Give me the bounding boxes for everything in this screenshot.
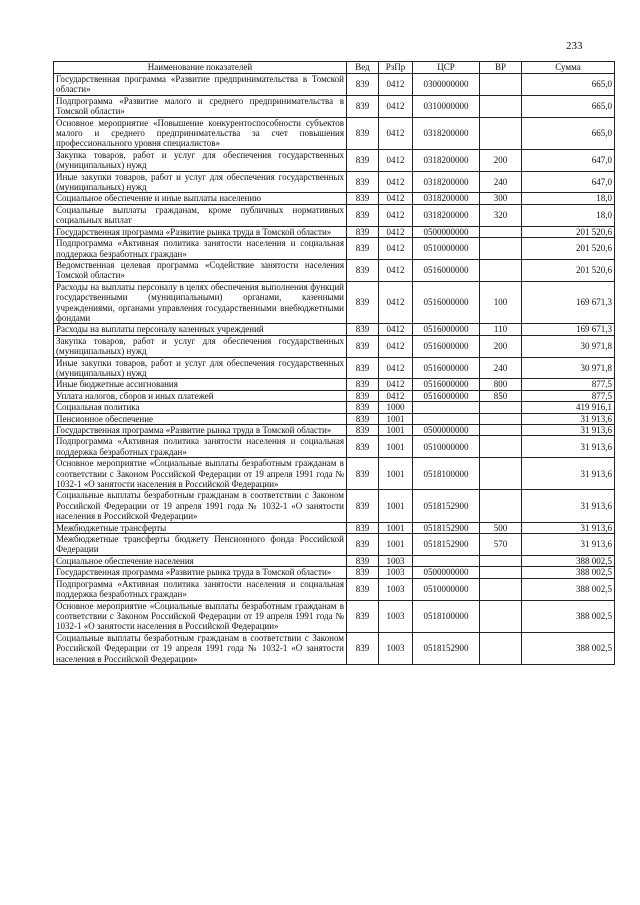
cell-name: Основное мероприятие «Социальные выплаты безработным гражданам в соответствии с Законом Российской Федерации от 19 апреля 1991 года № 1032-1 «О занятости населения в Российской Федерации»	[54, 600, 347, 632]
cell-sum: 388 002,5	[522, 555, 615, 566]
cell-ved: 839	[347, 117, 379, 149]
table-row	[54, 357, 615, 379]
cell-ved: 839	[347, 402, 379, 413]
cell-name: Государственная программа «Развитие предпринимательства в Томской области»	[54, 74, 347, 96]
cell-rzpr: 0412	[379, 117, 413, 149]
table-row	[54, 567, 615, 578]
table-row	[54, 578, 615, 600]
cell-sum: 388 002,5	[522, 567, 615, 578]
cell-rzpr: 1001	[379, 436, 413, 458]
cell-rzpr: 1000	[379, 402, 413, 413]
cell-csr: 0310000000	[413, 95, 480, 117]
cell-ved: 839	[347, 522, 379, 533]
cell-name: Подпрограмма «Развитие малого и среднего предпринимательства в Томской области»	[54, 95, 347, 117]
cell-csr	[413, 402, 480, 413]
cell-rzpr: 0412	[379, 74, 413, 96]
cell-ved: 839	[347, 490, 379, 522]
cell-ved: 839	[347, 95, 379, 117]
cell-sum: 665,0	[522, 117, 615, 149]
cell-name: Расходы на выплаты персоналу казенных учреждений	[54, 324, 347, 335]
cell-rzpr: 0412	[379, 193, 413, 204]
cell-csr: 0318200000	[413, 149, 480, 171]
cell-vr	[480, 490, 522, 522]
cell-vr: 200	[480, 335, 522, 357]
cell-sum: 31 913,6	[522, 534, 615, 556]
cell-name: Социальные выплаты безработным гражданам в соответствии с Законом Российской Федерации от 19 апреля 1991 года № 1032-1 «О занятости населения в Российской Федерации»	[54, 490, 347, 522]
header-csr: ЦСР	[413, 62, 480, 74]
cell-sum: 388 002,5	[522, 600, 615, 632]
cell-csr: 0518152900	[413, 522, 480, 533]
table-row	[54, 95, 615, 117]
table-row	[54, 226, 615, 237]
cell-name: Государственная программа «Развитие рынка труда в Томской области»	[54, 226, 347, 237]
cell-name: Подпрограмма «Активная политика занятости населения и социальная поддержка безработных граждан»	[54, 238, 347, 260]
cell-sum: 31 913,6	[522, 425, 615, 436]
cell-ved: 839	[347, 335, 379, 357]
table-row	[54, 171, 615, 193]
table-row	[54, 555, 615, 566]
cell-ved: 839	[347, 458, 379, 490]
table-row	[54, 117, 615, 149]
cell-vr	[480, 117, 522, 149]
cell-vr	[480, 238, 522, 260]
header-name: Наименование показателей	[54, 62, 347, 74]
cell-rzpr: 0412	[379, 149, 413, 171]
table-row	[54, 149, 615, 171]
cell-sum: 30 971,8	[522, 357, 615, 379]
cell-vr: 300	[480, 193, 522, 204]
cell-sum: 419 916,1	[522, 402, 615, 413]
cell-vr	[480, 555, 522, 566]
cell-rzpr: 1001	[379, 522, 413, 533]
cell-sum: 665,0	[522, 74, 615, 96]
cell-name: Подпрограмма «Активная политика занятости населения и социальная поддержка безработных граждан»	[54, 578, 347, 600]
cell-csr: 0516000000	[413, 379, 480, 390]
cell-vr: 500	[480, 522, 522, 533]
table-row	[54, 193, 615, 204]
cell-csr: 0518100000	[413, 458, 480, 490]
cell-rzpr: 0412	[379, 390, 413, 401]
cell-name: Уплата налогов, сборов и иных платежей	[54, 390, 347, 401]
cell-vr: 110	[480, 324, 522, 335]
cell-name: Социальное обеспечение и иные выплаты населению	[54, 193, 347, 204]
cell-name: Социальные выплаты гражданам, кроме публичных нормативных социальных выплат	[54, 204, 347, 226]
cell-rzpr: 0412	[379, 281, 413, 324]
table-row	[54, 490, 615, 522]
table-row	[54, 436, 615, 458]
cell-rzpr: 1003	[379, 567, 413, 578]
cell-csr: 0518152900	[413, 632, 480, 664]
cell-sum: 169 671,3	[522, 281, 615, 324]
cell-sum: 388 002,5	[522, 632, 615, 664]
cell-vr: 850	[480, 390, 522, 401]
cell-rzpr: 1001	[379, 413, 413, 424]
cell-csr: 0500000000	[413, 226, 480, 237]
table-header-row	[54, 62, 615, 74]
cell-name: Расходы на выплаты персоналу в целях обеспечения выполнения функций государственными (муниципальными) органами, казенными учреждениями, органами управления государственными внебюджетными фондами	[54, 281, 347, 324]
cell-csr: 0518152900	[413, 534, 480, 556]
cell-csr: 0500000000	[413, 425, 480, 436]
table-row	[54, 522, 615, 533]
cell-csr: 0500000000	[413, 567, 480, 578]
table-body	[54, 74, 615, 665]
cell-sum: 30 971,8	[522, 335, 615, 357]
cell-name: Государственная программа «Развитие рынка труда в Томской области»	[54, 567, 347, 578]
cell-ved: 839	[347, 281, 379, 324]
cell-ved: 839	[347, 600, 379, 632]
cell-sum: 201 520,6	[522, 238, 615, 260]
cell-csr: 0516000000	[413, 281, 480, 324]
cell-ved: 839	[347, 149, 379, 171]
cell-sum: 647,0	[522, 171, 615, 193]
cell-csr	[413, 555, 480, 566]
cell-ved: 839	[347, 324, 379, 335]
table-row	[54, 74, 615, 96]
cell-csr: 0318200000	[413, 117, 480, 149]
header-vr: ВР	[480, 62, 522, 74]
cell-name: Пенсионное обеспечение	[54, 413, 347, 424]
cell-name: Социальное обеспечение населения	[54, 555, 347, 566]
table-row	[54, 458, 615, 490]
budget-table	[53, 61, 615, 665]
cell-ved: 839	[347, 390, 379, 401]
cell-rzpr: 0412	[379, 259, 413, 281]
cell-name: Ведомственная целевая программа «Содействие занятости населения Томской области»	[54, 259, 347, 281]
cell-sum: 31 913,6	[522, 458, 615, 490]
cell-name: Межбюджетные трансферты бюджету Пенсионного фонда Российской Федерации	[54, 534, 347, 556]
cell-sum: 18,0	[522, 204, 615, 226]
cell-name: Иные закупки товаров, работ и услуг для обеспечения государственных (муниципальных) нужд	[54, 171, 347, 193]
page-number: 233	[566, 40, 583, 52]
cell-sum: 18,0	[522, 193, 615, 204]
cell-rzpr: 0412	[379, 95, 413, 117]
cell-name: Социальные выплаты безработным гражданам в соответствии с Законом Российской Федерации от 19 апреля 1991 года № 1032-1 «О занятости населения в Российской Федерации»	[54, 632, 347, 664]
cell-csr: 0516000000	[413, 259, 480, 281]
table-row	[54, 281, 615, 324]
cell-ved: 839	[347, 171, 379, 193]
cell-sum: 31 913,6	[522, 490, 615, 522]
cell-vr	[480, 425, 522, 436]
cell-name: Межбюджетные трансферты	[54, 522, 347, 533]
cell-sum: 169 671,3	[522, 324, 615, 335]
cell-rzpr: 0412	[379, 204, 413, 226]
cell-vr	[480, 402, 522, 413]
cell-csr: 0510000000	[413, 238, 480, 260]
cell-ved: 839	[347, 534, 379, 556]
cell-csr: 0516000000	[413, 390, 480, 401]
cell-ved: 839	[347, 238, 379, 260]
table-row	[54, 324, 615, 335]
cell-vr	[480, 436, 522, 458]
cell-rzpr: 1001	[379, 458, 413, 490]
cell-name: Закупка товаров, работ и услуг для обеспечения государственных (муниципальных) нужд	[54, 149, 347, 171]
cell-csr: 0518152900	[413, 490, 480, 522]
cell-ved: 839	[347, 379, 379, 390]
cell-vr	[480, 458, 522, 490]
cell-ved: 839	[347, 204, 379, 226]
cell-csr: 0516000000	[413, 357, 480, 379]
cell-name: Иные закупки товаров, работ и услуг для обеспечения государственных (муниципальных) нужд	[54, 357, 347, 379]
cell-sum: 388 002,5	[522, 578, 615, 600]
cell-vr: 240	[480, 171, 522, 193]
cell-vr	[480, 578, 522, 600]
cell-vr: 200	[480, 149, 522, 171]
cell-csr: 0318200000	[413, 171, 480, 193]
cell-rzpr: 0412	[379, 335, 413, 357]
cell-csr: 0516000000	[413, 324, 480, 335]
cell-vr: 240	[480, 357, 522, 379]
header-ved: Вед	[347, 62, 379, 74]
table-row	[54, 632, 615, 664]
cell-vr	[480, 95, 522, 117]
cell-ved: 839	[347, 226, 379, 237]
cell-rzpr: 0412	[379, 171, 413, 193]
cell-sum: 877,5	[522, 390, 615, 401]
cell-rzpr: 1001	[379, 490, 413, 522]
cell-sum: 201 520,6	[522, 259, 615, 281]
cell-csr: 0510000000	[413, 578, 480, 600]
cell-sum: 877,5	[522, 379, 615, 390]
cell-name: Закупка товаров, работ и услуг для обеспечения государственных (муниципальных) нужд	[54, 335, 347, 357]
cell-csr: 0318200000	[413, 204, 480, 226]
table-row	[54, 335, 615, 357]
table-row	[54, 402, 615, 413]
table-row	[54, 413, 615, 424]
table-row	[54, 238, 615, 260]
cell-sum: 31 913,6	[522, 522, 615, 533]
cell-ved: 839	[347, 357, 379, 379]
cell-vr: 800	[480, 379, 522, 390]
cell-rzpr: 0412	[379, 226, 413, 237]
cell-sum: 665,0	[522, 95, 615, 117]
cell-ved: 839	[347, 74, 379, 96]
cell-name: Социальная политика	[54, 402, 347, 413]
cell-vr	[480, 74, 522, 96]
cell-vr	[480, 226, 522, 237]
cell-ved: 839	[347, 193, 379, 204]
cell-ved: 839	[347, 555, 379, 566]
table-row	[54, 379, 615, 390]
cell-sum: 31 913,6	[522, 436, 615, 458]
cell-ved: 839	[347, 413, 379, 424]
table-row	[54, 534, 615, 556]
cell-vr: 320	[480, 204, 522, 226]
cell-vr: 570	[480, 534, 522, 556]
cell-sum: 647,0	[522, 149, 615, 171]
cell-name: Подпрограмма «Активная политика занятости населения и социальная поддержка безработных граждан»	[54, 436, 347, 458]
cell-name: Основное мероприятие «Социальные выплаты безработным гражданам в соответствии с Законом Российской Федерации от 19 апреля 1991 года № 1032-1 «О занятости населения в Российской Федерации»	[54, 458, 347, 490]
cell-vr	[480, 259, 522, 281]
cell-name: Иные бюджетные ассигнования	[54, 379, 347, 390]
cell-ved: 839	[347, 578, 379, 600]
table-row	[54, 390, 615, 401]
header-rzpr: РзПр	[379, 62, 413, 74]
cell-ved: 839	[347, 259, 379, 281]
cell-ved: 839	[347, 567, 379, 578]
cell-csr: 0510000000	[413, 436, 480, 458]
cell-csr: 0318200000	[413, 193, 480, 204]
cell-rzpr: 1003	[379, 578, 413, 600]
table-row	[54, 600, 615, 632]
cell-sum: 201 520,6	[522, 226, 615, 237]
cell-csr	[413, 413, 480, 424]
cell-name: Основное мероприятие «Повышение конкурентоспособности субъектов малого и среднего предпринимательства за счет повышения профессионального уровня специалистов»	[54, 117, 347, 149]
cell-rzpr: 1001	[379, 425, 413, 436]
cell-rzpr: 1003	[379, 632, 413, 664]
cell-vr	[480, 567, 522, 578]
cell-csr: 0300000000	[413, 74, 480, 96]
cell-rzpr: 1003	[379, 555, 413, 566]
header-sum: Сумма	[522, 62, 615, 74]
cell-sum: 31 913,6	[522, 413, 615, 424]
cell-ved: 839	[347, 632, 379, 664]
cell-name: Государственная программа «Развитие рынка труда в Томской области»	[54, 425, 347, 436]
table-row	[54, 259, 615, 281]
cell-rzpr: 0412	[379, 238, 413, 260]
cell-csr: 0518100000	[413, 600, 480, 632]
table-row	[54, 204, 615, 226]
cell-rzpr: 1001	[379, 534, 413, 556]
cell-vr	[480, 413, 522, 424]
cell-rzpr: 0412	[379, 379, 413, 390]
cell-ved: 839	[347, 436, 379, 458]
cell-vr	[480, 600, 522, 632]
cell-vr: 100	[480, 281, 522, 324]
table-row	[54, 425, 615, 436]
cell-rzpr: 0412	[379, 357, 413, 379]
cell-csr: 0516000000	[413, 335, 480, 357]
cell-rzpr: 1003	[379, 600, 413, 632]
cell-vr	[480, 632, 522, 664]
cell-ved: 839	[347, 425, 379, 436]
cell-rzpr: 0412	[379, 324, 413, 335]
